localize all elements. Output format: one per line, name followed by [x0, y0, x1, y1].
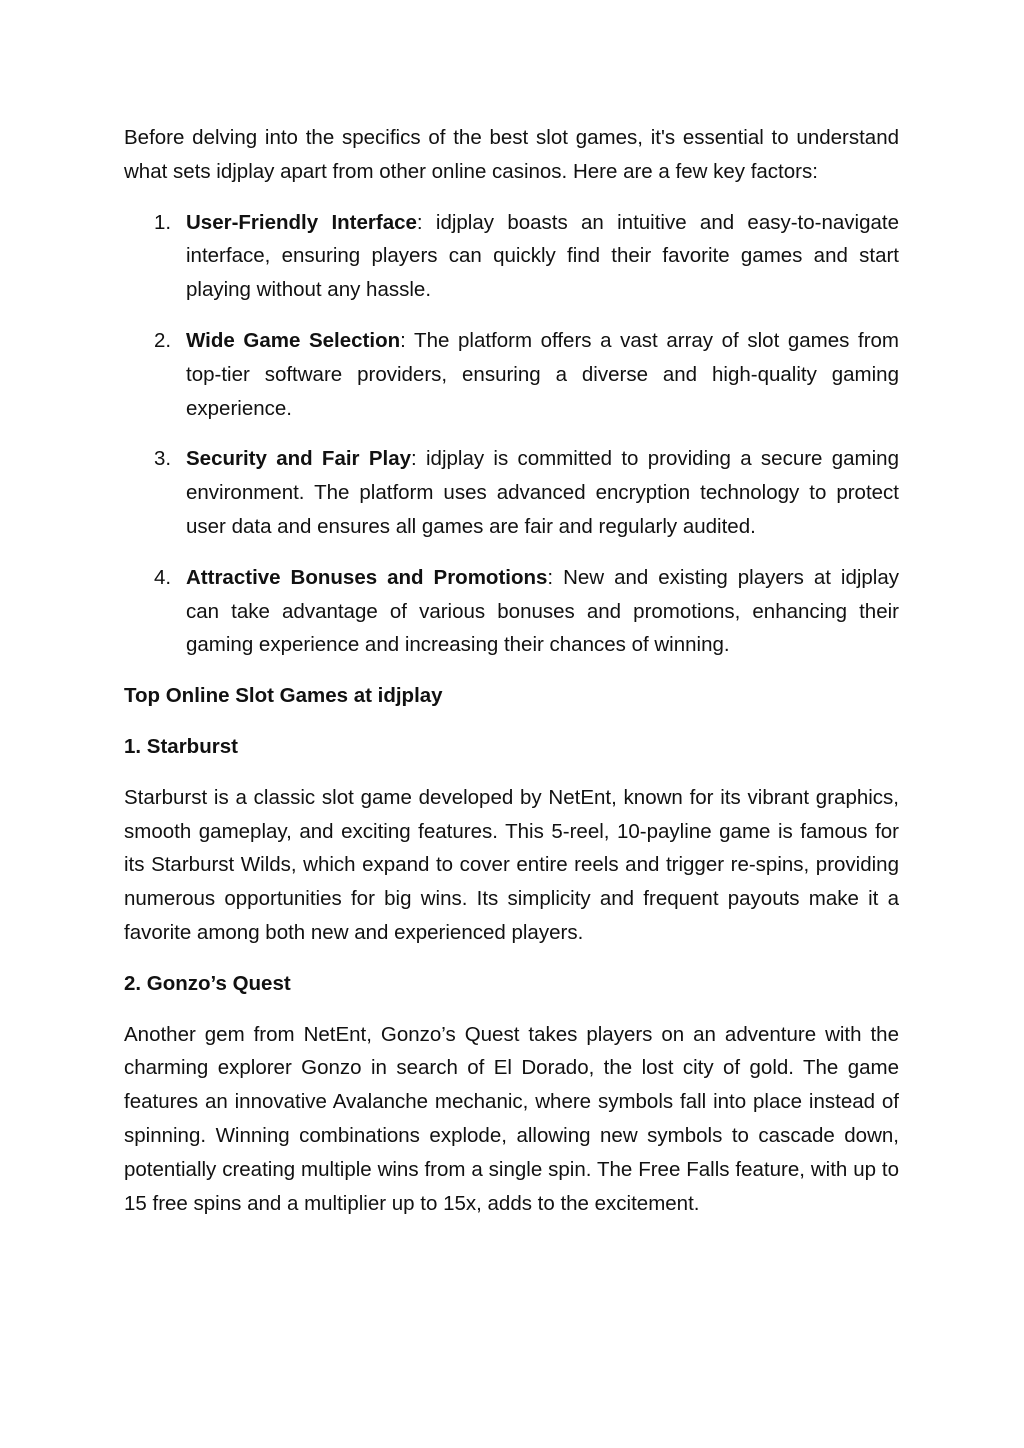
list-item [124, 324, 899, 425]
factor-term: Security and Fair Play [186, 447, 411, 471]
list-item [124, 442, 899, 543]
factor-text: : New and existing players at idjplay can take advantage of various bonuses and promotions, enhancing their gaming experience and increasing their chances of winning. [186, 565, 900, 657]
intro-paragraph: Before delving into the specifics of the best slot games, it's essential to understand what sets idjplay apart from other online casinos. Here are a few key factors: [124, 126, 899, 183]
factor-term: Attractive Bonuses and Promotions [186, 565, 548, 589]
game-heading-gonzos-quest: 2. Gonzo’s Quest [124, 971, 291, 995]
list-item [124, 206, 899, 307]
list-number: 3. [154, 447, 172, 471]
document-page [124, 121, 899, 1237]
key-factors-list [124, 206, 899, 663]
factor-text: : idjplay is committed to providing a secure gaming environment. The platform uses advanced encryption technology to protect user data and ensures all games are fair and regularly audited. [186, 447, 899, 538]
game-description-gonzos-quest: Another gem from NetEnt, Gonzo’s Quest takes players on an adventure with the charming explorer Gonzo in search of El Dorado, the lost city of gold. The game features an innovative Avalanche mechanic, where symbols fall into place instead of spinning. Winning combinations explode, allowing new symbols to cascade down, potentially creating multiple wins from a single spin. The Free Falls feature, with up to 15 free spins and a multiplier up to 15x, adds to the excitement. [124, 1022, 899, 1215]
list-number: 1. [154, 210, 172, 234]
list-number: 4. [154, 565, 172, 589]
list-item [124, 561, 899, 662]
game-description-starburst: Starburst is a classic slot game developed by NetEnt, known for its vibrant graphics, smooth gameplay, and exciting features. This 5-reel, 10-payline game is famous for its Starburst Wilds, which expand to cover entire reels and trigger re-spins, providing numerous opportunities for big wins. Its simplicity and frequent payouts make it a favorite among both new and experienced players. [124, 785, 899, 944]
factor-text: : idjplay boasts an intuitive and easy-to-navigate interface, ensuring players can quickly find their favorite games and start playing without any hassle. [186, 210, 899, 302]
section-heading: Top Online Slot Games at idjplay [124, 684, 443, 708]
factor-text: : The platform offers a vast array of slot games from top-tier software providers, ensuring a diverse and high-quality gaming experience. [186, 328, 900, 420]
factor-term: Wide Game Selection [186, 328, 401, 352]
game-heading-starburst: 1. Starburst [124, 734, 238, 758]
factor-term: User-Friendly Interface [186, 210, 417, 234]
list-number: 2. [154, 328, 172, 352]
